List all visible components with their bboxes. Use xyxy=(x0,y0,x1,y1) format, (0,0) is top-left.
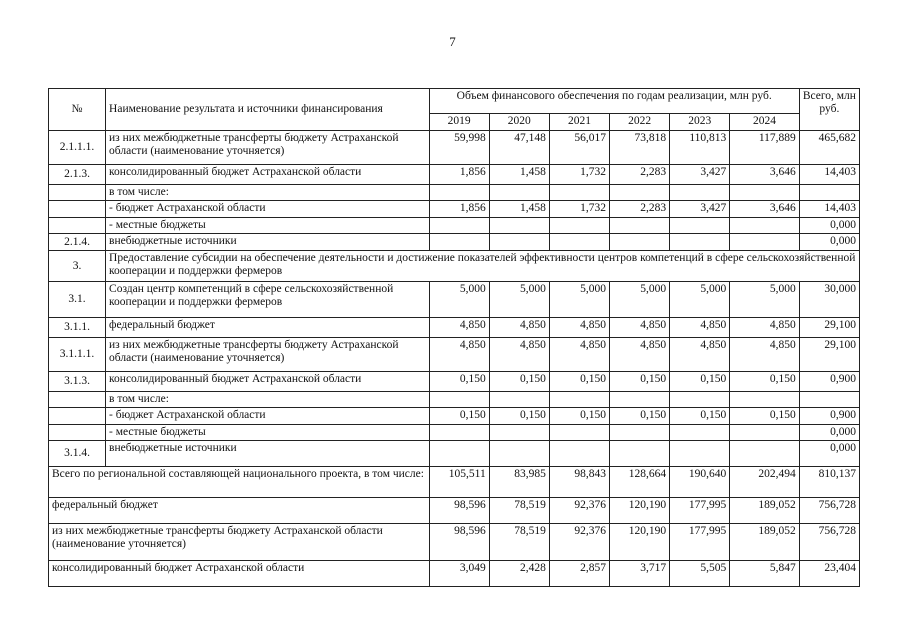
row-value: 0,150 xyxy=(670,372,730,392)
row-value xyxy=(429,425,489,441)
row-value: 5,000 xyxy=(429,282,489,318)
row-value xyxy=(489,218,549,234)
row-value: 1,856 xyxy=(429,201,489,218)
row-code: 3.1.3. xyxy=(49,372,106,392)
total-row xyxy=(49,561,860,587)
total-row xyxy=(49,524,860,561)
row-value: 2,283 xyxy=(610,201,670,218)
row-value: 5,000 xyxy=(610,282,670,318)
row-value: 0,150 xyxy=(489,372,549,392)
header-volume: Объем финансового обеспечения по годам реализации, млн руб. xyxy=(429,89,799,114)
table-row xyxy=(49,372,860,392)
row-value: 0,150 xyxy=(429,408,489,425)
total-value: 189,052 xyxy=(730,524,799,561)
total-value: 5,505 xyxy=(670,561,730,587)
row-code xyxy=(49,408,106,425)
table-row xyxy=(49,441,860,467)
total-name: из них межбюджетные трансферты бюджету Астраханской области (наименование уточняется) xyxy=(49,524,430,561)
row-value: 4,850 xyxy=(610,318,670,338)
total-sum: 23,404 xyxy=(799,561,859,587)
table-row xyxy=(49,408,860,425)
row-value xyxy=(489,234,549,251)
total-name: консолидированный бюджет Астраханской области xyxy=(49,561,430,587)
row-code: 3.1.1.1. xyxy=(49,338,106,372)
row-name: Предоставление субсидии на обеспечение деятельности и достижение показателей эффективности центров компетенций в сфере сельскохозяйственной кооперации и поддержки фермеров xyxy=(106,251,860,282)
total-value: 3,049 xyxy=(429,561,489,587)
total-value: 177,995 xyxy=(670,524,730,561)
total-value: 98,596 xyxy=(429,498,489,524)
row-code xyxy=(49,218,106,234)
header-year: 2022 xyxy=(610,114,670,131)
row-value xyxy=(610,234,670,251)
row-value: 4,850 xyxy=(549,338,609,372)
row-code: 3.1.4. xyxy=(49,441,106,467)
row-value: 3,427 xyxy=(670,165,730,185)
row-value xyxy=(549,185,609,201)
row-total: 29,100 xyxy=(799,318,859,338)
row-value: 5,000 xyxy=(730,282,799,318)
row-value: 1,732 xyxy=(549,165,609,185)
row-value xyxy=(610,425,670,441)
row-total: 0,000 xyxy=(799,425,859,441)
row-total: 0,900 xyxy=(799,372,859,392)
row-value: 4,850 xyxy=(429,318,489,338)
row-total: 29,100 xyxy=(799,338,859,372)
row-name: консолидированный бюджет Астраханской области xyxy=(106,165,430,185)
row-value: 73,818 xyxy=(610,131,670,165)
header-total: Всего, млн руб. xyxy=(799,89,859,131)
row-code xyxy=(49,392,106,408)
row-name: - местные бюджеты xyxy=(106,218,430,234)
header-year: 2019 xyxy=(429,114,489,131)
total-sum: 756,728 xyxy=(799,498,859,524)
row-value: 117,889 xyxy=(730,131,799,165)
row-value xyxy=(489,441,549,467)
row-value: 0,150 xyxy=(549,372,609,392)
total-value: 92,376 xyxy=(549,498,609,524)
row-value: 0,150 xyxy=(610,372,670,392)
total-row xyxy=(49,498,860,524)
row-code xyxy=(49,185,106,201)
row-total: 465,682 xyxy=(799,131,859,165)
row-value xyxy=(670,185,730,201)
row-name: - бюджет Астраханской области xyxy=(106,408,430,425)
row-code: 2.1.3. xyxy=(49,165,106,185)
table-row xyxy=(49,282,860,318)
total-value: 202,494 xyxy=(730,467,799,498)
row-name: из них межбюджетные трансферты бюджету Астраханской области (наименование уточняется) xyxy=(106,131,430,165)
row-value xyxy=(730,441,799,467)
row-value: 0,150 xyxy=(429,372,489,392)
table-row xyxy=(49,251,860,282)
total-value: 83,985 xyxy=(489,467,549,498)
row-value: 47,148 xyxy=(489,131,549,165)
total-value: 190,640 xyxy=(670,467,730,498)
row-name: Создан центр компетенций в сфере сельскохозяйственной кооперации и поддержки фермеров xyxy=(106,282,430,318)
total-value: 120,190 xyxy=(610,498,670,524)
row-value xyxy=(610,185,670,201)
row-value: 5,000 xyxy=(549,282,609,318)
row-value xyxy=(489,425,549,441)
row-value: 59,998 xyxy=(429,131,489,165)
row-value: 110,813 xyxy=(670,131,730,165)
row-value: 5,000 xyxy=(489,282,549,318)
total-value: 98,843 xyxy=(549,467,609,498)
row-value xyxy=(429,218,489,234)
header-year: 2024 xyxy=(730,114,799,131)
row-total xyxy=(799,392,859,408)
total-value: 3,717 xyxy=(610,561,670,587)
total-name: Всего по региональной составляющей национального проекта, в том числе: xyxy=(49,467,430,498)
row-value: 4,850 xyxy=(489,338,549,372)
row-name: внебюджетные источники xyxy=(106,441,430,467)
row-total: 0,000 xyxy=(799,218,859,234)
row-name: из них межбюджетные трансферты бюджету Астраханской области (наименование уточняется) xyxy=(106,338,430,372)
total-sum: 810,137 xyxy=(799,467,859,498)
row-value xyxy=(730,185,799,201)
row-value: 4,850 xyxy=(670,318,730,338)
row-code xyxy=(49,425,106,441)
row-value: 0,150 xyxy=(730,408,799,425)
row-value xyxy=(670,218,730,234)
row-code xyxy=(49,201,106,218)
table-row xyxy=(49,338,860,372)
row-code: 2.1.1.1. xyxy=(49,131,106,165)
total-value: 105,511 xyxy=(429,467,489,498)
row-value xyxy=(670,425,730,441)
row-value: 4,850 xyxy=(730,338,799,372)
row-code: 3. xyxy=(49,251,106,282)
row-value xyxy=(610,441,670,467)
row-code: 3.1.1. xyxy=(49,318,106,338)
total-value: 5,847 xyxy=(730,561,799,587)
row-name: в том числе: xyxy=(106,185,430,201)
row-value: 1,856 xyxy=(429,165,489,185)
row-value xyxy=(670,441,730,467)
table-row xyxy=(49,218,860,234)
row-value: 3,646 xyxy=(730,201,799,218)
header-year: 2023 xyxy=(670,114,730,131)
row-value: 3,427 xyxy=(670,201,730,218)
header-name: Наименование результата и источники финансирования xyxy=(106,89,430,131)
table-row xyxy=(49,318,860,338)
row-value xyxy=(489,392,549,408)
row-value: 4,850 xyxy=(489,318,549,338)
row-value xyxy=(730,392,799,408)
row-value xyxy=(549,425,609,441)
row-name: федеральный бюджет xyxy=(106,318,430,338)
total-value: 189,052 xyxy=(730,498,799,524)
row-value: 0,150 xyxy=(670,408,730,425)
total-value: 92,376 xyxy=(549,524,609,561)
row-total xyxy=(799,185,859,201)
row-value: 0,150 xyxy=(730,372,799,392)
financing-table xyxy=(48,88,860,587)
page-number: 7 xyxy=(449,34,456,49)
table-row xyxy=(49,185,860,201)
header-year: 2021 xyxy=(549,114,609,131)
total-value: 128,664 xyxy=(610,467,670,498)
row-value: 2,283 xyxy=(610,165,670,185)
row-value xyxy=(610,392,670,408)
total-value: 78,519 xyxy=(489,524,549,561)
row-value: 0,150 xyxy=(610,408,670,425)
total-name: федеральный бюджет xyxy=(49,498,430,524)
row-value: 4,850 xyxy=(610,338,670,372)
row-name: внебюджетные источники xyxy=(106,234,430,251)
row-value xyxy=(610,218,670,234)
row-total: 0,000 xyxy=(799,234,859,251)
row-value: 4,850 xyxy=(429,338,489,372)
row-total: 0,000 xyxy=(799,441,859,467)
total-sum: 756,728 xyxy=(799,524,859,561)
row-total: 14,403 xyxy=(799,165,859,185)
total-value: 2,428 xyxy=(489,561,549,587)
row-value: 0,150 xyxy=(549,408,609,425)
row-value: 4,850 xyxy=(670,338,730,372)
row-total: 30,000 xyxy=(799,282,859,318)
row-total: 0,900 xyxy=(799,408,859,425)
row-value xyxy=(489,185,549,201)
total-value: 98,596 xyxy=(429,524,489,561)
row-value: 56,017 xyxy=(549,131,609,165)
row-name: в том числе: xyxy=(106,392,430,408)
row-name: консолидированный бюджет Астраханской области xyxy=(106,372,430,392)
row-value xyxy=(429,441,489,467)
row-value: 4,850 xyxy=(730,318,799,338)
row-value: 1,458 xyxy=(489,201,549,218)
row-value xyxy=(429,185,489,201)
row-value xyxy=(730,234,799,251)
row-value xyxy=(730,218,799,234)
total-value: 120,190 xyxy=(610,524,670,561)
row-name: - бюджет Астраханской области xyxy=(106,201,430,218)
row-value: 1,732 xyxy=(549,201,609,218)
row-total: 14,403 xyxy=(799,201,859,218)
table-row xyxy=(49,131,860,165)
row-value: 5,000 xyxy=(670,282,730,318)
row-code: 2.1.4. xyxy=(49,234,106,251)
row-value xyxy=(549,441,609,467)
row-value xyxy=(670,234,730,251)
row-value xyxy=(549,218,609,234)
total-value: 78,519 xyxy=(489,498,549,524)
row-value xyxy=(549,234,609,251)
total-value: 177,995 xyxy=(670,498,730,524)
row-value xyxy=(429,392,489,408)
row-value: 0,150 xyxy=(489,408,549,425)
table-row xyxy=(49,234,860,251)
row-name: - местные бюджеты xyxy=(106,425,430,441)
table-row xyxy=(49,392,860,408)
total-row xyxy=(49,467,860,498)
table-row xyxy=(49,165,860,185)
row-value: 1,458 xyxy=(489,165,549,185)
header-year: 2020 xyxy=(489,114,549,131)
table-row xyxy=(49,201,860,218)
row-value xyxy=(670,392,730,408)
row-value xyxy=(429,234,489,251)
total-value: 2,857 xyxy=(549,561,609,587)
row-code: 3.1. xyxy=(49,282,106,318)
row-value: 3,646 xyxy=(730,165,799,185)
row-value xyxy=(549,392,609,408)
row-value xyxy=(730,425,799,441)
row-value: 4,850 xyxy=(549,318,609,338)
table-row xyxy=(49,425,860,441)
header-num: № xyxy=(49,89,106,131)
